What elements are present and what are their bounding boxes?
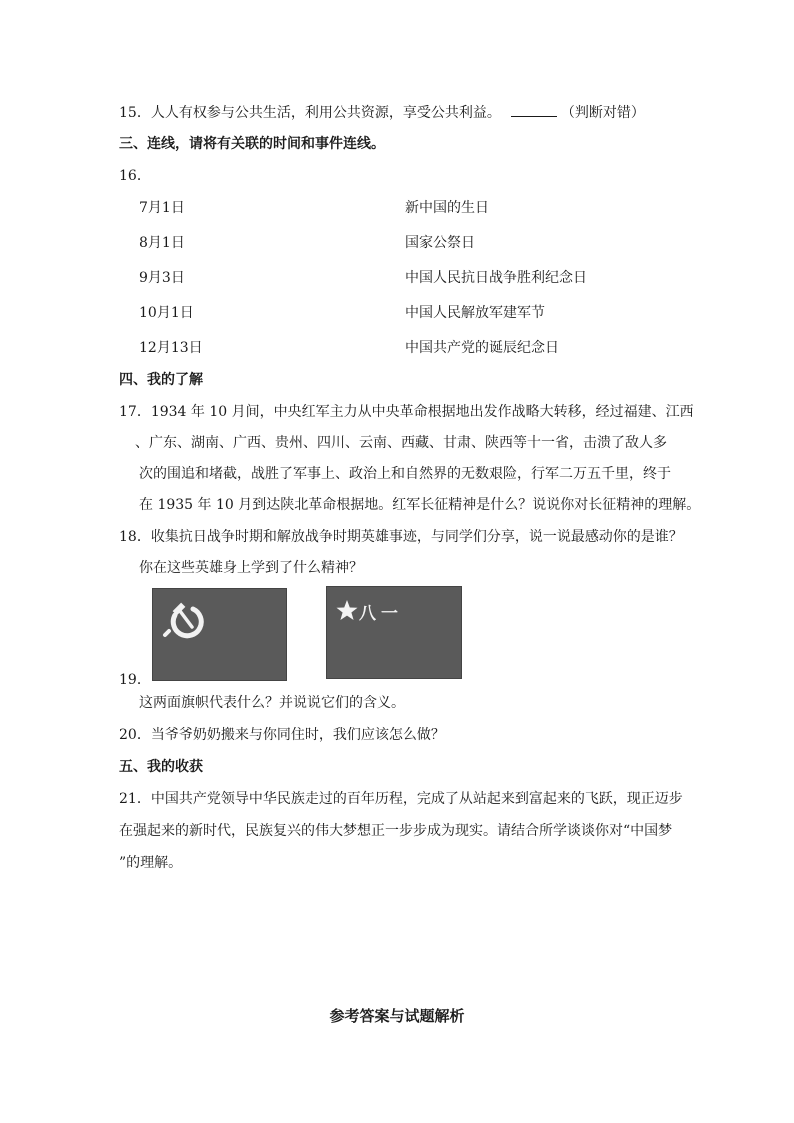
question-18-line: 你在这些英雄身上学到了什么精神？ <box>139 560 363 576</box>
question-18-line: 18．收集抗日战争时期和解放战争时期英雄事迹，与同学们分享，说一说最感动你的是谁？ <box>119 529 683 545</box>
date-item: 12月13日 <box>139 340 203 356</box>
question-21-line: ”的理解。 <box>119 855 183 871</box>
answer-blank <box>511 102 557 117</box>
section-5-title: 五、我的收获 <box>119 759 203 775</box>
date-item: 7月1日 <box>139 200 185 216</box>
question-21-line: 在强起来的新时代，民族复兴的伟大梦想正一步步成为现实。请结合所学谈谈你对“中国梦 <box>119 823 673 839</box>
question-19-number: 19． <box>119 672 151 688</box>
question-17-line: 在 1935 年 10 月到达陕北革命根据地。红军长征精神是什么？说说你对长征精神的理解。 <box>139 497 701 513</box>
event-item: 新中国的生日 <box>405 200 489 216</box>
date-item: 9月3日 <box>139 270 185 286</box>
section-4-title: 四、我的了解 <box>119 372 203 388</box>
date-item: 8月1日 <box>139 235 185 251</box>
question-20: 20．当爷爷奶奶搬来与你同住时，我们应该怎么做？ <box>119 727 445 743</box>
question-17-line: 、广东、湖南、广西、贵州、四川、云南、西藏、甘肃、陕西等十一省，击溃了敌人多 <box>135 435 667 451</box>
party-flag-image <box>152 588 287 681</box>
hammer-sickle-icon <box>153 589 286 680</box>
question-15-hint: （判断对错） <box>560 105 645 121</box>
question-15 <box>119 102 645 123</box>
question-17-line: 17．1934 年 10 月间，中央红军主力从中央革命根据地出发作战略大转移，经过福建、江西 <box>119 404 694 420</box>
answer-section-title: 参考答案与试题解析 <box>329 1007 465 1025</box>
question-16-number: 16． <box>119 168 151 184</box>
date-item: 10月1日 <box>139 305 194 321</box>
section-3-title: 三、连线，请将有关联的时间和事件连线。 <box>119 136 385 152</box>
event-item: 中国人民抗日战争胜利纪念日 <box>405 270 587 286</box>
question-21-line: 21．中国共产党领导中华民族走过的百年历程，完成了从站起来到富起来的飞跃，现正迈步 <box>119 791 683 807</box>
question-17-line: 次的围追和堵截，战胜了军事上、政治上和自然界的无数艰险，行军二万五千里，终于 <box>139 466 671 482</box>
question-15-text: 15．人人有权参与公共生活，利用公共资源，享受公共利益。 <box>119 105 501 121</box>
event-item: 国家公祭日 <box>405 235 475 251</box>
event-item: 中国人民解放军建军节 <box>405 305 545 321</box>
army-flag-image <box>326 586 462 679</box>
event-item: 中国共产党的诞辰纪念日 <box>405 340 559 356</box>
army-flag-text: 八一 <box>359 604 403 624</box>
question-19-text: 这两面旗帜代表什么？并说说它们的含义。 <box>139 695 405 711</box>
